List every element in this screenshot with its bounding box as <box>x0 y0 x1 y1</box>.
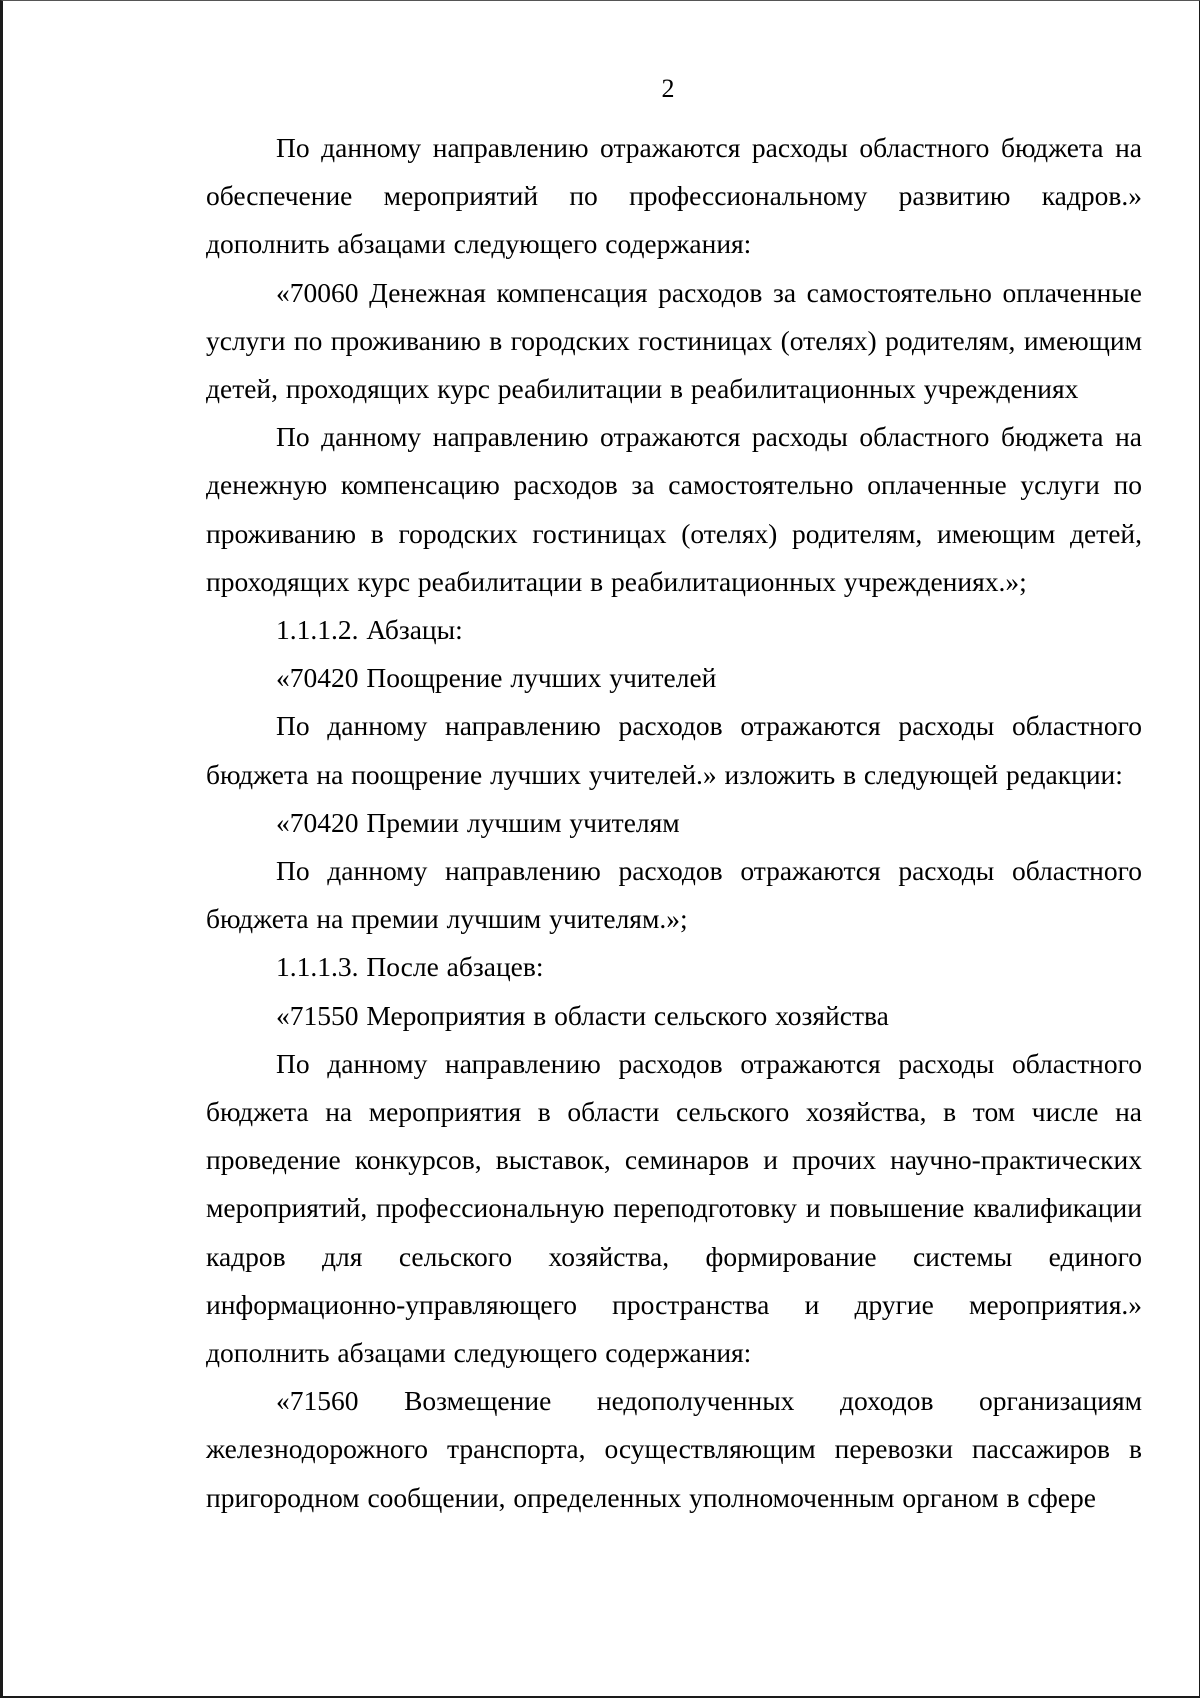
paragraph: По данному направлению расходов отражаются расходы областного бюджета на премии лучшим учителям.»; <box>206 855 1142 935</box>
paragraph: «70060 Денежная компенсация расходов за самостоятельно оплаченные услуги по проживанию в городских гостиницах (отелях) родителям, имеющим детей, проходящих курс реабилитации в реабилитационных учреждениях <box>206 276 1142 405</box>
section-heading: 1.1.1.2. Абзацы: <box>276 614 463 646</box>
page-number: 2 <box>661 74 675 103</box>
paragraph: По данному направлению отражаются расходы областного бюджета на обеспечение мероприятий по профессиональному развитию кадров.» дополнить абзацами следующего содержания: <box>206 132 1142 260</box>
paragraph: «70420 Поощрение лучших учителей <box>276 662 717 694</box>
paragraph: По данному направлению расходов отражаются расходы областного бюджета на поощрение лучших учителей.» изложить в следующей редакции: <box>206 710 1142 790</box>
paragraph: «71560 Возмещение недополученных доходов организациям железнодорожного транспорта, осуществляющим перевозки пассажиров в пригородном сообщении, определенных уполномоченным органом в сфере <box>206 1385 1142 1513</box>
document-body <box>206 124 1142 1522</box>
paragraph: По данному направлению расходов отражаются расходы областного бюджета на мероприятия в области сельского хозяйства, в том числе на проведение конкурсов, выставок, семинаров и прочих научно-практических мероприятий, профессиональную переподготовку и повышение квалификации кадров для сельского хозяйства, формирование системы единого информационно-управляющего пространства и другие мероприятия.» дополнить абзацами следующего содержания: <box>206 1047 1142 1369</box>
paragraph: «71550 Мероприятия в области сельского хозяйства <box>276 999 889 1031</box>
section-heading: 1.1.1.3. После абзацев: <box>276 951 544 983</box>
paragraph: «70420 Премии лучшим учителям <box>276 806 680 838</box>
paragraph: По данному направлению отражаются расходы областного бюджета на денежную компенсацию расходов за самостоятельно оплаченные услуги по проживанию в городских гостиницах (отелях) родителям, имеющим детей, проходящих курс реабилитации в реабилитационных учреждениях.»; <box>206 421 1142 597</box>
